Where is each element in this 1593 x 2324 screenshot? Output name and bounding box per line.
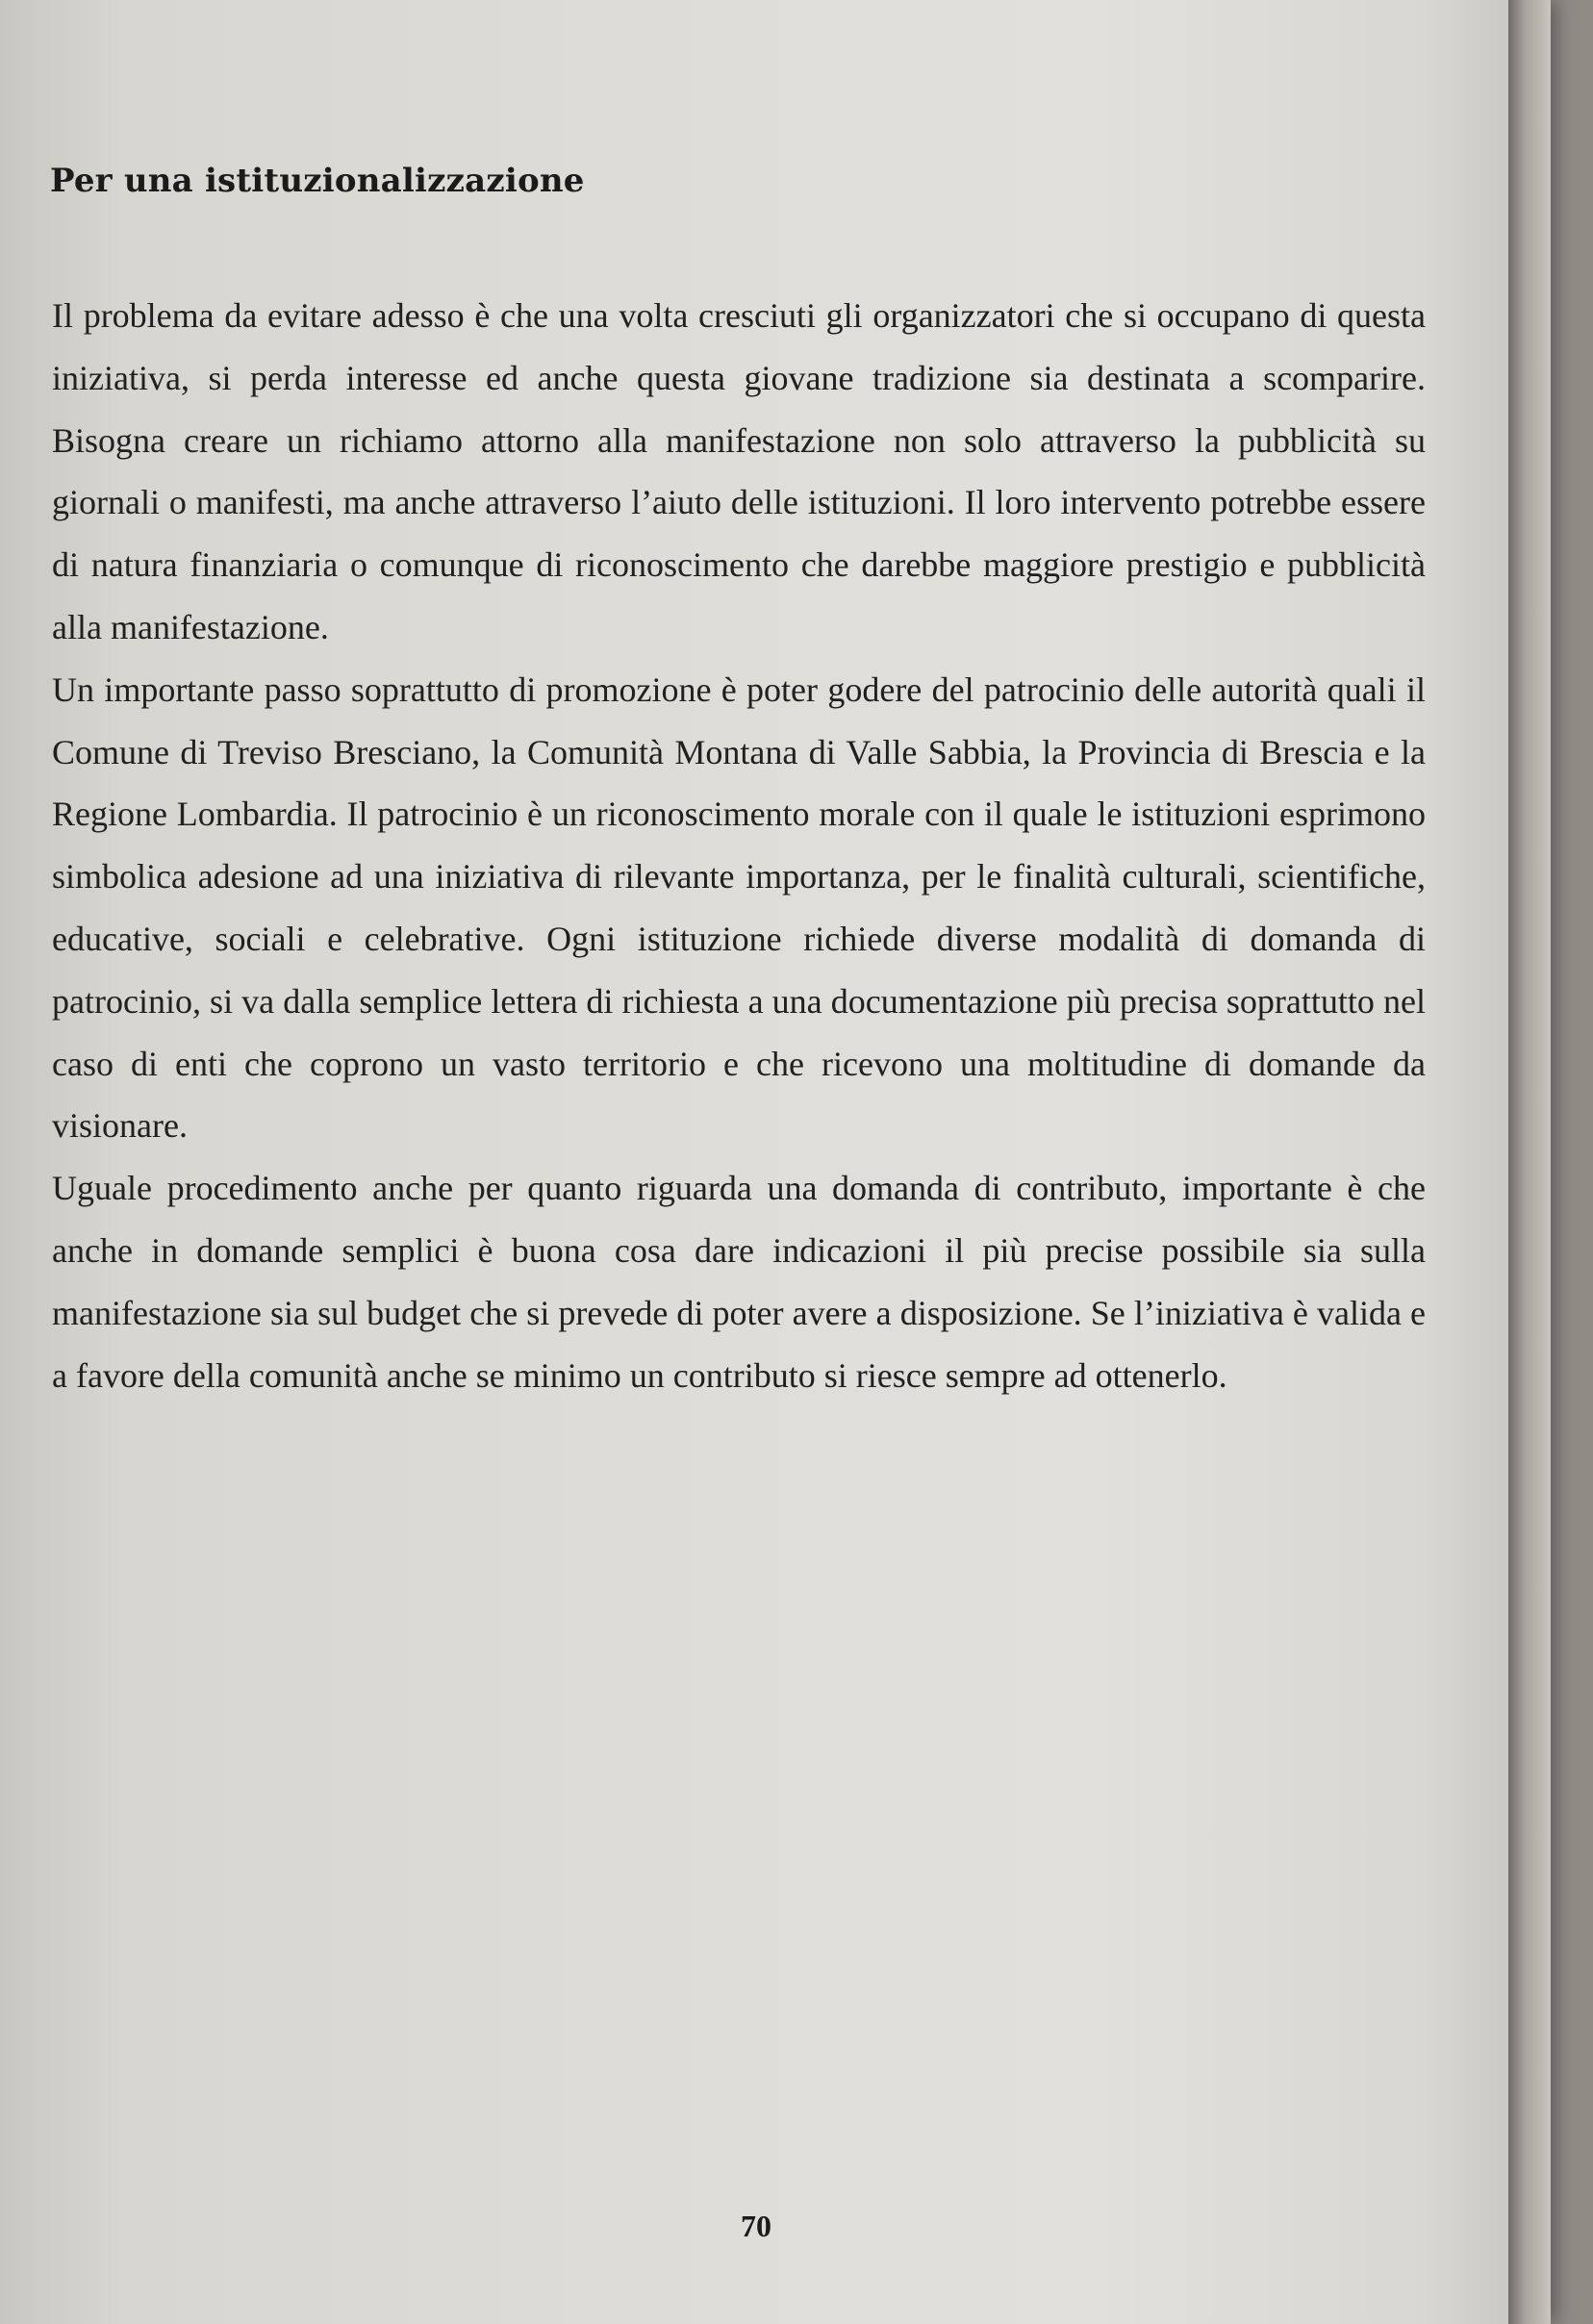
page-number: 70 xyxy=(741,2209,771,2243)
paragraph-1: Il problema da evitare adesso è che una volta cresciuti gli organizzatori che si occupano di questa iniziativa, si perda interesse ed anche questa giovane tradizione sia destinata a scomparire. Bisogna creare un richiamo attorno alla manifestazione non solo attraverso la pubblicità su giornali o manifesti, ma anche attraverso l’aiuto delle istituzioni. Il loro intervento potrebbe essere di natura finanziaria o comunque di riconoscimento che darebbe maggiore prestigio e pubblicità alla manifestazione. xyxy=(52,296,1426,646)
body-text xyxy=(52,285,1426,1406)
paragraph-3: Uguale procedimento anche per quanto riguarda una domanda di contributo, importante è che anche in domande semplici è buona cosa dare indicazioni il più precise possibile sia sulla manifestazione sia sul budget che si prevede di poter avere a disposizione. Se l’iniziativa è valida e a favore della comunità anche se minimo un contributo si riesce sempre ad ottenerlo. xyxy=(52,1169,1426,1395)
paragraph-2: Un importante passo soprattutto di promozione è poter godere del patrocinio delle autorità quali il Comune di Treviso Bresciano, la Comunità Montana di Valle Sabbia, la Provincia di Brescia e la Regione Lombardia. Il patrocinio è un riconoscimento morale con il quale le istituzioni esprimono simbolica adesione ad una iniziativa di rilevante importanza, per le finalità culturali, scientifiche, educative, sociali e celebrative. Ogni istituzione richiede diverse modalità di domanda di patrocinio, si va dalla semplice lettera di richiesta a una documentazione più precisa soprattutto nel caso di enti che coprono un vasto territorio e che ricevono una moltitudine di domande da visionare. xyxy=(52,669,1426,1146)
section-heading: Per una istituzionalizzazione xyxy=(50,162,585,200)
page-edge xyxy=(1508,0,1551,2324)
